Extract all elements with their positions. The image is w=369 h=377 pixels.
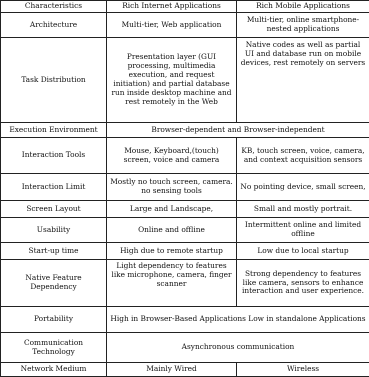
header-ria: Rich Internet Applications xyxy=(107,1,237,13)
table-header-row xyxy=(1,1,369,13)
row-label-interaction-limit: Interaction Limit xyxy=(1,174,107,201)
row-label-network-medium: Network Medium xyxy=(1,363,107,377)
row-label-execution-environment: Execution Environment xyxy=(1,123,107,138)
cell-merged-execution-environment: Browser-dependent and Browser-independent xyxy=(107,123,369,138)
table-row-startup-time xyxy=(1,243,369,260)
table-row-usability xyxy=(1,218,369,243)
cell-ria-task-distribution: Presentation layer (GUI processing, multimedia execution, and request initiation) and partial database run inside desktop machine and rest remotely in the Web xyxy=(107,38,237,123)
table-row-portability xyxy=(1,307,369,333)
row-label-usability: Usability xyxy=(1,218,107,243)
cell-ria-architecture: Multi-tier, Web application xyxy=(107,13,237,38)
cell-rma-native-feature-dependency: Strong dependency to features like camera, sensors to enhance interaction and user experience. xyxy=(237,260,369,307)
cell-rma-architecture: Multi-tier, online smartphone-nested applications xyxy=(237,13,369,38)
cell-ria-interaction-limit: Mostly no touch screen, camera. no sensing tools xyxy=(107,174,237,201)
row-label-interaction-tools: Interaction Tools xyxy=(1,138,107,174)
cell-ria-native-feature-dependency: Light dependency to features like microphone, camera, finger scanner xyxy=(107,260,237,307)
cell-ria-usability: Online and offline xyxy=(107,218,237,243)
row-label-task-distribution: Task Distribution xyxy=(1,38,107,123)
row-label-startup-time: Start-up time xyxy=(1,243,107,260)
cell-rma-screen-layout: Small and mostly portrait. xyxy=(237,201,369,218)
table-row-screen-layout xyxy=(1,201,369,218)
row-label-native-feature-dependency: Native Feature Dependency xyxy=(1,260,107,307)
table-row-native-feature-dependency xyxy=(1,260,369,307)
cell-rma-usability: Intermittent online and limited offline xyxy=(237,218,369,243)
cell-merged-communication-technology: Asynchronous communication xyxy=(107,333,369,363)
header-characteristics: Characteristics xyxy=(1,1,107,13)
cell-rma-startup-time: Low due to local startup xyxy=(237,243,369,260)
table-row-communication-technology xyxy=(1,333,369,363)
table-row-architecture xyxy=(1,13,369,38)
row-label-architecture: Architecture xyxy=(1,13,107,38)
cell-ria-startup-time: High due to remote startup xyxy=(107,243,237,260)
cell-rma-network-medium: Wireless xyxy=(237,363,369,377)
row-label-portability: Portability xyxy=(1,307,107,333)
table-row-interaction-limit xyxy=(1,174,369,201)
table-row-network-medium xyxy=(1,363,369,377)
cell-rma-interaction-tools: KB, touch screen, voice, camera, and context acquisition sensors xyxy=(237,138,369,174)
table-row-task-distribution xyxy=(1,38,369,123)
table-row-interaction-tools xyxy=(1,138,369,174)
row-label-screen-layout: Screen Layout xyxy=(1,201,107,218)
cell-rma-interaction-limit: No pointing device, small screen, xyxy=(237,174,369,201)
table-row-execution-environment xyxy=(1,123,369,138)
cell-rma-task-distribution: Native codes as well as partial UI and database run on mobile devices, rest remotely on servers xyxy=(237,38,369,123)
header-rma: Rich Mobile Applications xyxy=(237,1,369,13)
cell-ria-interaction-tools: Mouse, Keyboard,(touch) screen, voice and camera xyxy=(107,138,237,174)
cell-merged-portability: High in Browser-Based Applications Low in standalone Applications xyxy=(107,307,369,333)
cell-ria-screen-layout: Large and Landscape, xyxy=(107,201,237,218)
row-label-communication-technology: Communication Technology xyxy=(1,333,107,363)
cell-ria-network-medium: Mainly Wired xyxy=(107,363,237,377)
